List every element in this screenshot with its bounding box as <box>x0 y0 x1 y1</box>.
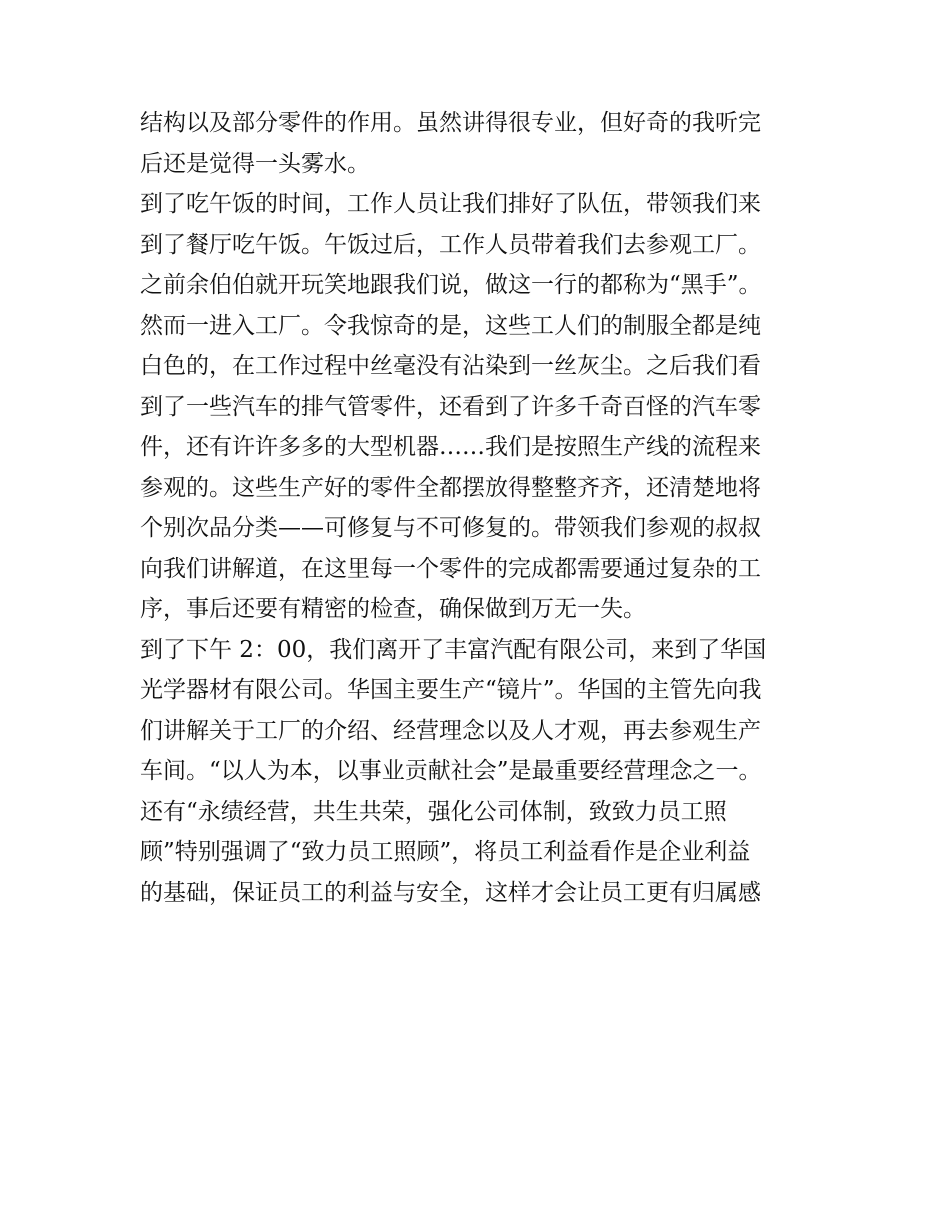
text-line: 向我们讲解道，在这里每一个零件的完成都需要通过复杂的工 <box>140 555 761 582</box>
text-line: 后还是觉得一头雾水。 <box>140 150 370 177</box>
text-line: 件，还有许许多多的大型机器……我们是按照生产线的流程来 <box>140 434 761 460</box>
text-line: 到了下午 2：00，我们离开了丰富汽配有限公司，来到了华国 <box>140 636 767 663</box>
text-line: 的基础，保证员工的利益与安全，这样才会让员工更有归属感 <box>140 879 761 906</box>
text-line: 车间。“以人为本，以事业贡献社会”是最重要经营理念之一。 <box>140 758 762 784</box>
text-line: 参观的。这些生产好的零件全都摆放得整整齐齐，还清楚地将 <box>140 474 761 501</box>
text-line: 然而一进入工厂。令我惊奇的是，这些工人们的制服全都是纯 <box>140 312 761 339</box>
text-line: 个别次品分类——可修复与不可修复的。带领我们参观的叔叔 <box>140 515 761 541</box>
text-line: 到了一些汽车的排气管零件，还看到了许多千奇百怪的汽车零 <box>140 393 761 420</box>
text-line: 到了吃午饭的时间，工作人员让我们排好了队伍，带领我们来 <box>140 191 761 217</box>
body-text <box>140 103 830 913</box>
text-line: 白色的，在工作过程中丝毫没有沾染到一丝灰尘。之后我们看 <box>140 353 761 379</box>
text-line: 还有“永绩经营，共生共荣，强化公司体制，致致力员工照 <box>140 798 727 825</box>
text-line: 之前余伯伯就开玩笑地跟我们说，做这一行的都称为“黑手”。 <box>140 272 762 298</box>
text-line: 到了餐厅吃午饭。午饭过后，工作人员带着我们去参观工厂。 <box>140 231 761 258</box>
text-line: 结构以及部分零件的作用。虽然讲得很专业，但好奇的我听完 <box>140 110 761 136</box>
text-line: 序，事后还要有精密的检查，确保做到万无一失。 <box>140 596 646 622</box>
text-line: 光学器材有限公司。华国主要生产“镜片”。华国的主管先向我 <box>140 677 762 703</box>
text-line: 们讲解关于工厂的介绍、经营理念以及人才观，再去参观生产 <box>140 717 761 744</box>
text-line: 顾”特别强调了“致力员工照顾”，将员工利益看作是企业利益 <box>140 839 751 865</box>
